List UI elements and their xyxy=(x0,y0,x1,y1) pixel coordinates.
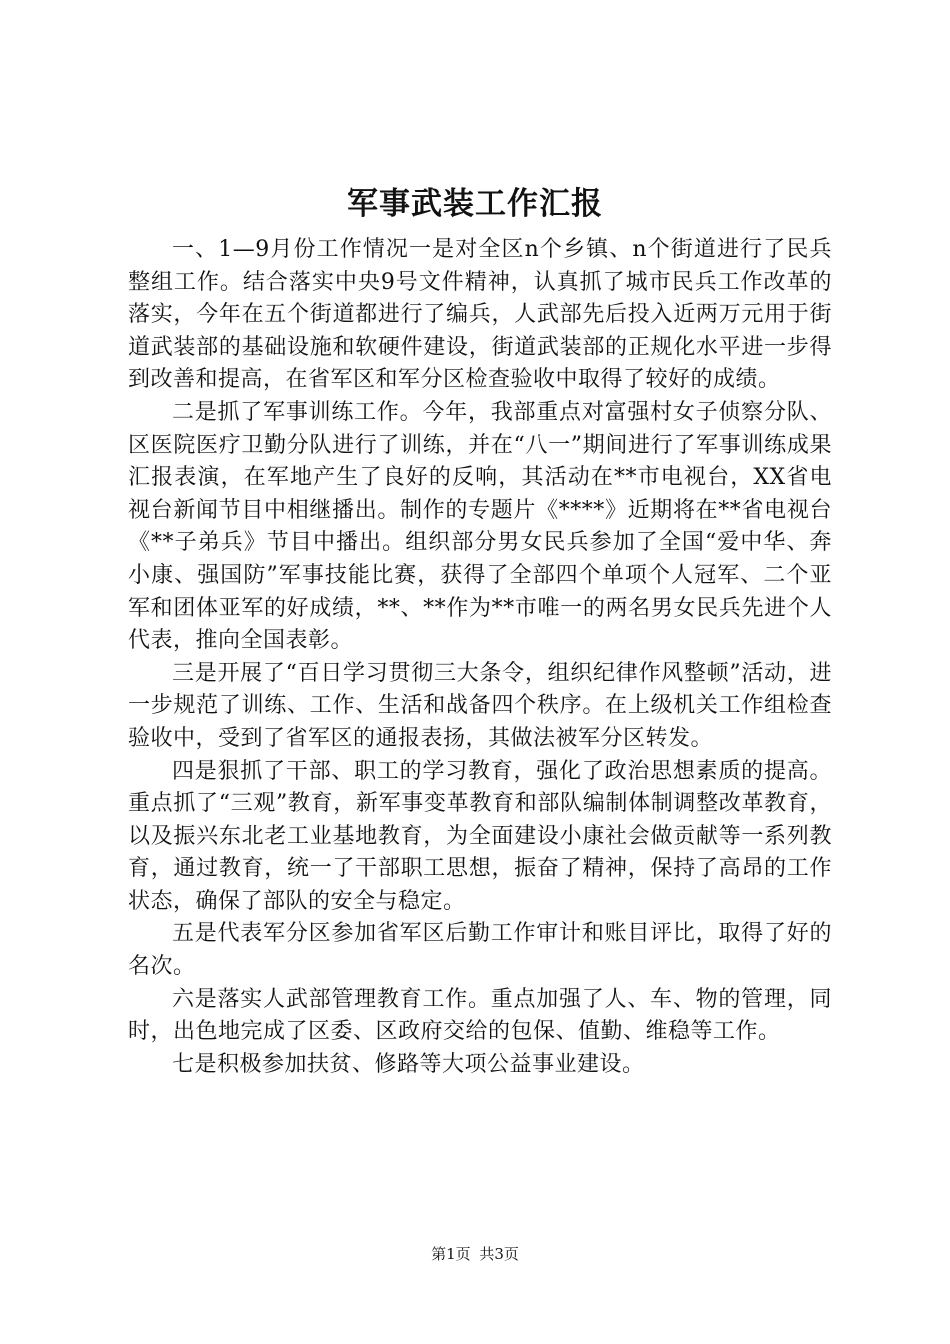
paragraph-5: 五是代表军分区参加省军区后勤工作审计和账目评比，取得了好的名次。 xyxy=(128,921,832,980)
paragraph-4: 四是狠抓了干部、职工的学习教育，强化了政治思想素质的提高。重点抓了“三观”教育，新军事变革教育和部队编制体制调整改革教育，以及振兴东北老工业基地教育，为全面建设小康社会做贡献等一系列教育，通过教育，统一了干部职工思想，振奋了精神，保持了高昂的工作状态，确保了部队的安全与稳定。 xyxy=(128,758,832,914)
paragraph-2: 二是抓了军事训练工作。今年，我部重点对富强村女子侦察分队、区医院医疗卫勤分队进行了训练，并在“八一”期间进行了军事训练成果汇报表演，在军地产生了良好的反响，其活动在**市电视台，XX省电视台新闻节目中相继播出。制作的专题片《****》近期将在**省电视台《**子弟兵》节目中播出。组织部分男女民兵参加了全国“爱中华、奔小康、强国防”军事技能比赛，获得了全部四个单项个人冠军、二个亚军和团体亚军的好成绩，**、**作为**市唯一的两名男女民兵先进个人代表，推向全国表彰。 xyxy=(128,399,832,654)
paragraph-6: 六是落实人武部管理教育工作。重点加强了人、车、物的管理，同时，出色地完成了区委、区政府交给的包保、值勤、维稳等工作。 xyxy=(128,986,832,1045)
document-title: 军事武装工作汇报 xyxy=(347,186,603,222)
page-number: 第1页 xyxy=(431,1245,471,1263)
page-total: 共3页 xyxy=(479,1245,519,1263)
paragraph-3: 三是开展了“百日学习贯彻三大条令，组织纪律作风整顿”活动，进一步规范了训练、工作、生活和战备四个秩序。在上级机关工作组检查验收中，受到了省军区的通报表扬，其做法被军分区转发。 xyxy=(128,660,832,751)
document-body xyxy=(128,234,832,1081)
paragraph-7: 七是积极参加扶贫、修路等大项公益事业建设。 xyxy=(172,1051,645,1077)
page-footer xyxy=(0,1244,950,1264)
paragraph-1: 一、1—9月份工作情况一是对全区n个乡镇、n个街道进行了民兵整组工作。结合落实中央9号文件精神，认真抓了城市民兵工作改革的落实，今年在五个街道都进行了编兵，人武部先后投入近两万元用于街道武装部的基础设施和软硬件建设，街道武装部的正规化水平进一步得到改善和提高，在省军区和军分区检查验收中取得了较好的成绩。 xyxy=(128,237,832,393)
